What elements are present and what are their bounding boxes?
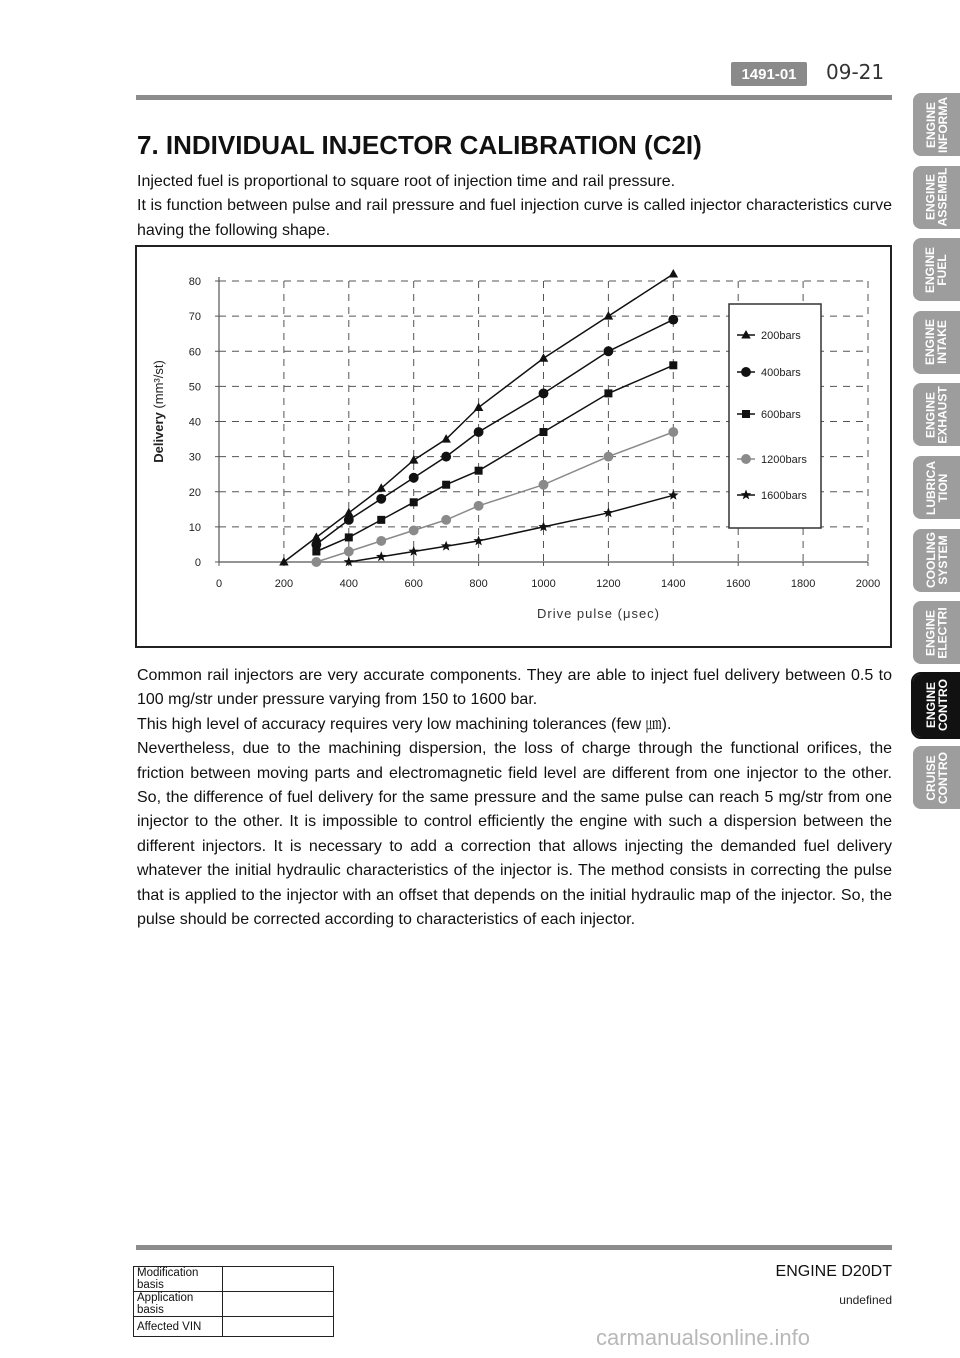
x-tick-label: 1200: [596, 578, 621, 590]
side-tab-engine-contro[interactable]: [913, 674, 960, 737]
modification-basis-value: [223, 1267, 334, 1292]
data-marker-circle: [741, 454, 751, 464]
side-tab-label: CRUISE CONTRO: [923, 751, 950, 804]
footer-rule: [136, 1245, 892, 1250]
y-tick-label: 30: [188, 451, 201, 464]
side-tab-label: LUBRICA TION: [923, 460, 950, 515]
side-tab-label: ENGINE EXHAUST: [923, 386, 950, 444]
side-tab-label: ENGINE ELECTRI: [923, 607, 950, 659]
watermark: carmanualsonline.info: [596, 1325, 811, 1350]
body-paragraph-1: Common rail injectors are very accurate components. They are able to inject fuel delivery between 0.5 to 100 mg/str under pressure varying from 150 to 1600 bar.: [137, 667, 892, 709]
series-line-600bars: [316, 365, 673, 551]
side-tab-label: ENGINE ASSEMBL: [923, 167, 950, 227]
data-marker-circle: [474, 501, 484, 511]
data-marker-triangle: [279, 557, 289, 566]
side-tab-engine-intake[interactable]: [913, 311, 960, 374]
table-row: [134, 1292, 334, 1317]
data-marker-circle: [474, 427, 484, 437]
series-line-1600bars: [349, 495, 674, 562]
x-tick-label: 1000: [531, 578, 556, 590]
legend-label: 200bars: [761, 330, 801, 342]
application-basis-label: Application basis: [134, 1292, 223, 1317]
x-tick-label: 400: [339, 578, 358, 590]
side-tab-lubrica-tion[interactable]: [913, 456, 960, 519]
footer-title: ENGINE D20DT: [775, 1263, 892, 1280]
side-tab-label: ENGINE INFORMA: [923, 96, 950, 153]
y-tick-label: 20: [188, 486, 201, 499]
data-marker-circle: [741, 367, 751, 377]
data-marker-triangle: [539, 353, 549, 362]
legend-label: 600bars: [761, 409, 801, 421]
data-marker-square: [475, 467, 483, 475]
data-marker-square: [377, 516, 385, 524]
data-marker-circle: [441, 452, 451, 462]
data-marker-circle: [441, 515, 451, 525]
data-marker-circle: [409, 473, 419, 483]
data-marker-triangle: [604, 311, 614, 320]
data-marker-square: [345, 533, 353, 541]
intro-text: [137, 170, 892, 243]
side-tab-label: ENGINE INTAKE: [923, 319, 950, 366]
body-paragraph-3: Nevertheless, due to the machining dispersion, the loss of charge through the functional orifices, the friction between moving parts and electromagnetic field level are different from one injector to the other. So, the difference of fuel delivery for the same pressure and the same pulse can reach 5 mg/str from one injector to the other. It is impossible to control efficiently the engine with such a dispersion between the different injectors. It is necessary to add a correction that allows injecting the demanded fuel delivery whatever the initial hydraulic characteristics of the injector is. The method consists in correcting the pulse that is applied to the injector with an offset that depends on the initial hydraulic map of the injector. So, the pulse should be corrected according to characteristics of each injector.: [137, 740, 892, 929]
modification-table: [133, 1266, 334, 1337]
side-tab-label: ENGINE FUEL: [923, 246, 950, 293]
y-tick-label: 10: [188, 521, 201, 534]
y-tick-label: 80: [188, 276, 201, 288]
side-tab-engine-assembl[interactable]: [913, 166, 960, 229]
data-marker-circle: [539, 388, 549, 398]
y-tick-label: 40: [188, 416, 201, 429]
application-basis-value: [223, 1292, 334, 1317]
data-marker-circle: [668, 315, 678, 325]
data-marker-circle: [344, 515, 354, 525]
legend-label: 400bars: [761, 367, 801, 379]
affected-vin-value: [223, 1317, 334, 1337]
y-tick-label: 60: [188, 346, 201, 359]
data-marker-circle: [668, 427, 678, 437]
table-row: [134, 1317, 334, 1337]
footer-subtitle: undefined: [839, 1293, 892, 1307]
data-marker-circle: [311, 557, 321, 567]
data-marker-square: [604, 389, 612, 397]
side-tab-label: ENGINE CONTRO: [923, 679, 950, 732]
chart-svg: [137, 247, 890, 646]
data-marker-circle: [376, 536, 386, 546]
data-marker-square: [742, 410, 750, 418]
injector-characteristics-chart: [135, 245, 892, 648]
y-tick-label: 50: [188, 381, 201, 394]
body-paragraph-2: This high level of accuracy requires very low machining tolerances (few ㎛).: [137, 715, 672, 733]
intro-paragraph-1: Injected fuel is proportional to square root of injection time and rail pressure.: [137, 173, 676, 190]
data-marker-star: [376, 551, 387, 561]
data-marker-circle: [376, 494, 386, 504]
side-tab-engine-informa[interactable]: [913, 93, 960, 156]
data-marker-square: [669, 361, 677, 369]
legend-label: 1200bars: [761, 454, 807, 466]
page-number: 09-21: [826, 60, 885, 84]
data-marker-circle: [409, 525, 419, 535]
header-rule: [136, 95, 892, 100]
x-tick-label: 600: [404, 578, 423, 590]
side-tab-label: COOLING SYSTEM: [923, 532, 950, 589]
y-tick-label: 0: [194, 557, 201, 569]
section-code-badge: 1491-01: [731, 62, 807, 86]
page-title: 7. INDIVIDUAL INJECTOR CALIBRATION (C2I): [137, 130, 702, 160]
side-tab-cooling-system[interactable]: [913, 529, 960, 592]
side-tab-cruise-contro[interactable]: [913, 746, 960, 809]
x-tick-label: 1400: [661, 578, 686, 590]
series-line-400bars: [316, 320, 673, 545]
data-marker-triangle: [669, 269, 679, 278]
x-tick-label: 1600: [725, 578, 751, 590]
x-axis-title: Drive pulse (μsec): [536, 606, 661, 621]
x-tick-label: 800: [469, 578, 488, 590]
data-marker-circle: [603, 452, 613, 462]
data-marker-square: [540, 428, 548, 436]
legend-label: 1600bars: [761, 490, 807, 502]
data-marker-square: [442, 481, 450, 489]
x-tick-label: 200: [274, 578, 294, 590]
table-row: [134, 1267, 334, 1292]
affected-vin-label: Affected VIN: [134, 1317, 223, 1337]
data-marker-square: [410, 498, 418, 506]
data-marker-star: [441, 541, 452, 551]
data-marker-circle: [603, 346, 613, 356]
data-marker-triangle: [474, 402, 484, 411]
side-tab-engine-fuel[interactable]: [913, 238, 960, 301]
y-tick-label: 70: [188, 311, 201, 324]
x-tick-label: 0: [215, 578, 223, 590]
side-tab-engine-electri[interactable]: [913, 601, 960, 664]
data-marker-circle: [539, 480, 549, 490]
y-axis-title: [151, 360, 166, 463]
data-marker-square: [312, 547, 320, 555]
intro-paragraph-2: It is function between pulse and rail pressure and fuel injection curve is called injector characteristics curve having the following shape.: [137, 197, 892, 239]
data-marker-circle: [344, 547, 354, 557]
side-tab-engine-exhaust[interactable]: [913, 383, 960, 446]
y-axis-title-unit: (mm³/st): [151, 360, 166, 409]
modification-basis-label: Modification basis: [134, 1267, 223, 1292]
x-tick-label: 1800: [790, 578, 816, 590]
x-tick-label: 2000: [855, 578, 881, 590]
body-text: [137, 664, 892, 932]
y-axis-title-bold: Delivery: [151, 408, 166, 463]
